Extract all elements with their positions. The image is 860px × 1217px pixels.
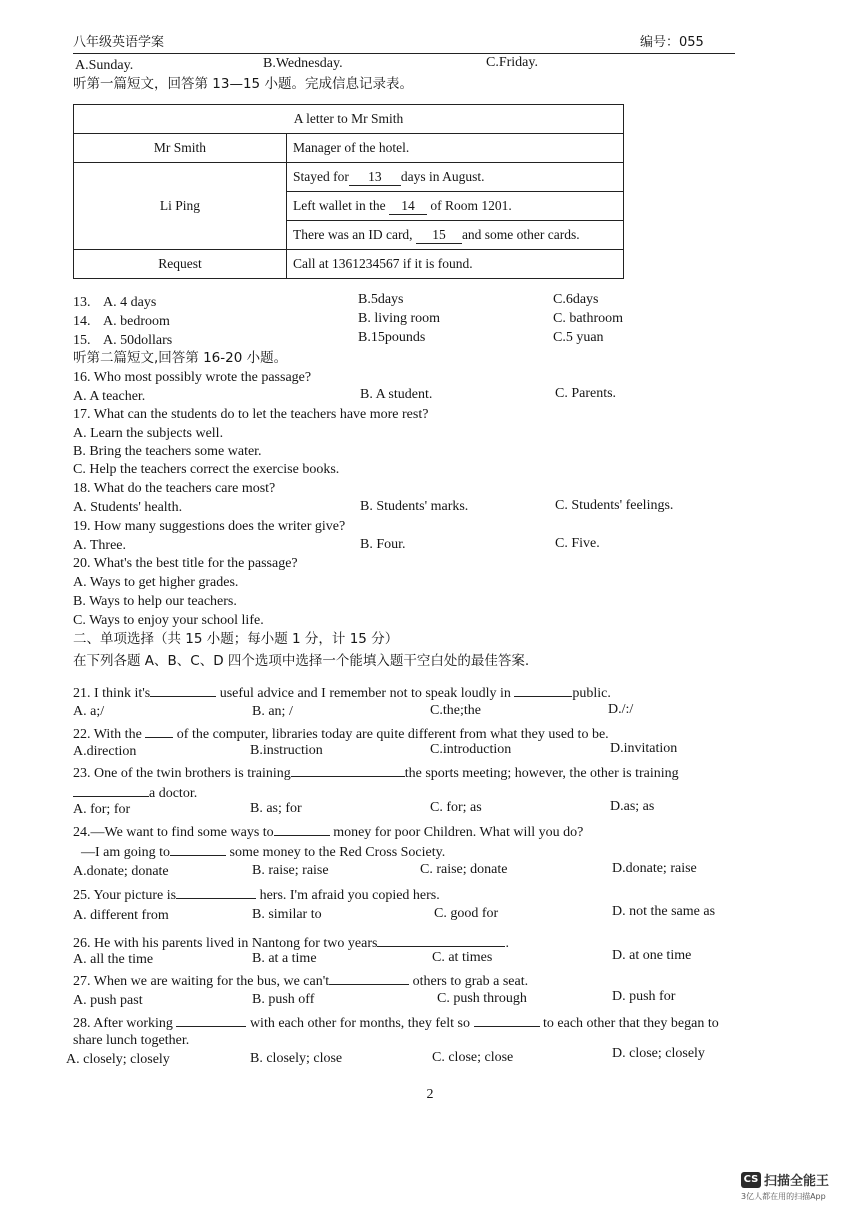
q18-option-a: A. Students' health. [73,500,183,515]
stem-text: with each other for months, they felt so [249,1016,470,1031]
q17-option-b: B. Bring the teachers some water. [73,444,262,459]
stem-text: 28. After working [73,1016,173,1031]
record-label-request: Request [74,250,287,279]
page-number: 2 [426,1087,434,1102]
q20-stem: 20. What's the best title for the passage? [73,556,298,571]
q19-option-b: B. Four. [360,537,406,552]
q12-option-b: B.Wednesday. [263,56,343,71]
answer-blank [73,782,149,797]
answer-blank [274,821,330,836]
record-table-title: A letter to Mr Smith [74,105,624,134]
q24-option-b: B. raise; raise [252,863,329,878]
q14-number: 14. [73,314,91,329]
q17-option-c: C. Help the teachers correct the exercise books. [73,462,340,477]
stem-text: to each other that they began to [543,1016,719,1031]
q25-option-c: C. good for [434,906,499,921]
stem-text: . [505,936,509,951]
scanner-tagline: 3亿人都在用的扫描App [741,1192,826,1201]
stem-text: 21. I think it's [73,686,151,701]
header-number: 编号：055 [640,35,704,50]
listening-2-instruction: 听第二篇短文,回答第 16-20 小题。 [73,350,288,366]
q22-option-b: B.instruction [250,743,323,758]
q15-option-b: B.15pounds [358,330,426,345]
q28-option-c: C. close; close [432,1050,514,1065]
answer-blank [474,1012,540,1027]
item-text: of Room 1201. [430,197,512,213]
q14-option-a: A. bedroom [103,314,170,329]
answer-blank [176,884,256,899]
blank-13: 13 [349,169,401,186]
answer-blank [176,1012,246,1027]
q24-option-a: A.donate; donate [73,864,169,879]
q24-stem [73,821,583,841]
stem-text: 22. With the [73,727,142,742]
q17-option-a: A. Learn the subjects well. [73,426,224,441]
q13-number: 13. [73,295,91,310]
q19-option-c: C. Five. [555,536,600,551]
q18-stem: 18. What do the teachers care most? [73,481,276,496]
stem-text: 24.—We want to find some ways to [73,825,274,840]
answer-blank [291,762,405,777]
listening-1-instruction: 听第一篇短文，回答第 13—15 小题。完成信息记录表。 [73,76,413,92]
scanner-logo-icon: CS [741,1172,761,1188]
q16-option-c: C. Parents. [555,386,617,401]
q28-stem-cont: share lunch together. [73,1033,190,1048]
q14-option-b: B. living room [358,311,441,326]
answer-blank [150,682,216,697]
q21-stem [73,682,611,702]
item-text: and some other cards. [461,226,580,242]
stem-text: the sports meeting; however, the other is training [404,766,679,781]
q25-option-d: D. not the same as [612,904,716,919]
q22-option-d: D.invitation [610,741,678,756]
answer-blank [514,682,572,697]
answer-blank [145,723,173,738]
q21-option-a: A. a;/ [73,704,105,719]
q22-option-a: A.direction [73,744,137,759]
q19-option-a: A. Three. [73,538,126,553]
q25-option-b: B. similar to [252,907,322,922]
q20-option-b: B. Ways to help our teachers. [73,594,237,609]
stem-text: 27. When we are waiting for the bus, we can't [73,974,330,989]
q16-stem: 16. Who most possibly wrote the passage? [73,370,312,385]
stem-text: others to grab a seat. [412,974,529,989]
item-text: Left wallet in the [293,197,386,213]
item-text: There was an ID card, [293,226,413,242]
q28-option-a: A. closely; closely [66,1052,170,1067]
q25-option-a: A. different from [73,908,169,923]
q21-option-b: B. an; / [252,704,293,719]
stem-text: some money to the Red Cross Society. [229,845,446,860]
q18-option-c: C. Students' feelings. [555,498,674,513]
stem-text: of the computer, libraries today are quite different from what they used to be. [176,727,609,742]
q18-option-b: B. Students' marks. [360,499,469,514]
q12-option-c: C.Friday. [486,55,538,70]
answer-blank [329,970,409,985]
scanner-app-name: 扫描全能王 [764,1174,830,1189]
answer-blank [377,932,505,947]
q27-option-d: D. push for [612,989,676,1004]
q26-option-b: B. at a time [252,951,317,966]
q20-option-c: C. Ways to enjoy your school life. [73,613,264,628]
record-item-id-card [287,221,624,250]
stem-text: a doctor. [149,786,198,801]
stem-text: —I am going to [81,845,171,860]
q16-option-a: A. A teacher. [73,389,146,404]
q26-option-c: C. at times [432,950,493,965]
q28-option-d: D. close; closely [612,1046,705,1061]
stem-text: 23. One of the twin brothers is training [73,766,291,781]
record-item-stayed [287,163,624,192]
q21-option-d: D./:/ [608,702,634,717]
q24-option-d: D.donate; raise [612,861,697,876]
q15-option-c: C.5 yuan [553,330,604,345]
section-2-instruction: 在下列各题 A、B、C、D 四个选项中选择一个能填入题干空白处的最佳答案. [73,653,530,669]
blank-14: 14 [389,198,427,215]
q23-option-c: C. for; as [430,800,482,815]
q17-stem: 17. What can the students do to let the teachers have more rest? [73,407,429,422]
q14-option-c: C. bathroom [553,311,623,326]
q13-option-a: A. 4 days [103,295,157,310]
scanner-watermark [741,1170,830,1201]
stem-text: 25. Your picture is [73,888,177,903]
q12-option-a: A.Sunday. [75,58,134,73]
stem-text: 26. He with his parents lived in Nantong for two years [73,936,378,951]
q24-option-c: C. raise; donate [420,862,508,877]
q27-option-c: C. push through [437,991,527,1006]
record-label-mr-smith: Mr Smith [74,134,287,163]
q13-option-c: C.6days [553,292,599,307]
stem-text: useful advice and I remember not to speak loudly in [219,686,511,701]
q27-stem [73,970,528,990]
record-value-request: Call at 1361234567 if it is found. [287,250,624,279]
record-table [73,104,624,279]
q20-option-a: A. Ways to get higher grades. [73,575,239,590]
q28-option-b: B. closely; close [250,1051,343,1066]
q27-option-b: B. push off [252,992,315,1007]
q24-stem-reply [81,841,445,861]
q15-option-a: A. 50dollars [103,333,173,348]
q26-option-a: A. all the time [73,952,154,967]
item-text: Stayed for [293,168,349,184]
record-label-li-ping: Li Ping [74,163,287,250]
q13-option-b: B.5days [358,292,404,307]
answer-blank [170,841,226,856]
q23-stem-cont [73,782,197,802]
q23-option-b: B. as; for [250,801,302,816]
stem-text: hers. I'm afraid you copied hers. [259,888,440,903]
q22-option-c: C.introduction [430,742,512,757]
q28-stem [73,1012,719,1032]
q21-option-c: C.the;the [430,703,481,718]
q15-number: 15. [73,333,91,348]
record-value-manager: Manager of the hotel. [287,134,624,163]
q25-stem [73,884,440,904]
item-text: days in August. [400,168,485,184]
q26-option-d: D. at one time [612,948,692,963]
section-2-title: 二、单项选择（共 15 小题；每小题 1 分，计 15 分） [73,631,399,647]
q27-option-a: A. push past [73,993,143,1008]
q16-option-b: B. A student. [360,387,433,402]
header-title: 八年级英语学案 [73,35,165,50]
blank-15: 15 [416,227,462,244]
q23-option-a: A. for; for [73,802,131,817]
header-rule [73,53,735,54]
stem-text: public. [572,686,611,701]
q23-option-d: D.as; as [610,799,655,814]
q22-stem [73,723,609,743]
stem-text: money for poor Children. What will you do? [333,825,584,840]
record-item-wallet [287,192,624,221]
q23-stem [73,762,679,782]
q19-stem: 19. How many suggestions does the writer give? [73,519,346,534]
